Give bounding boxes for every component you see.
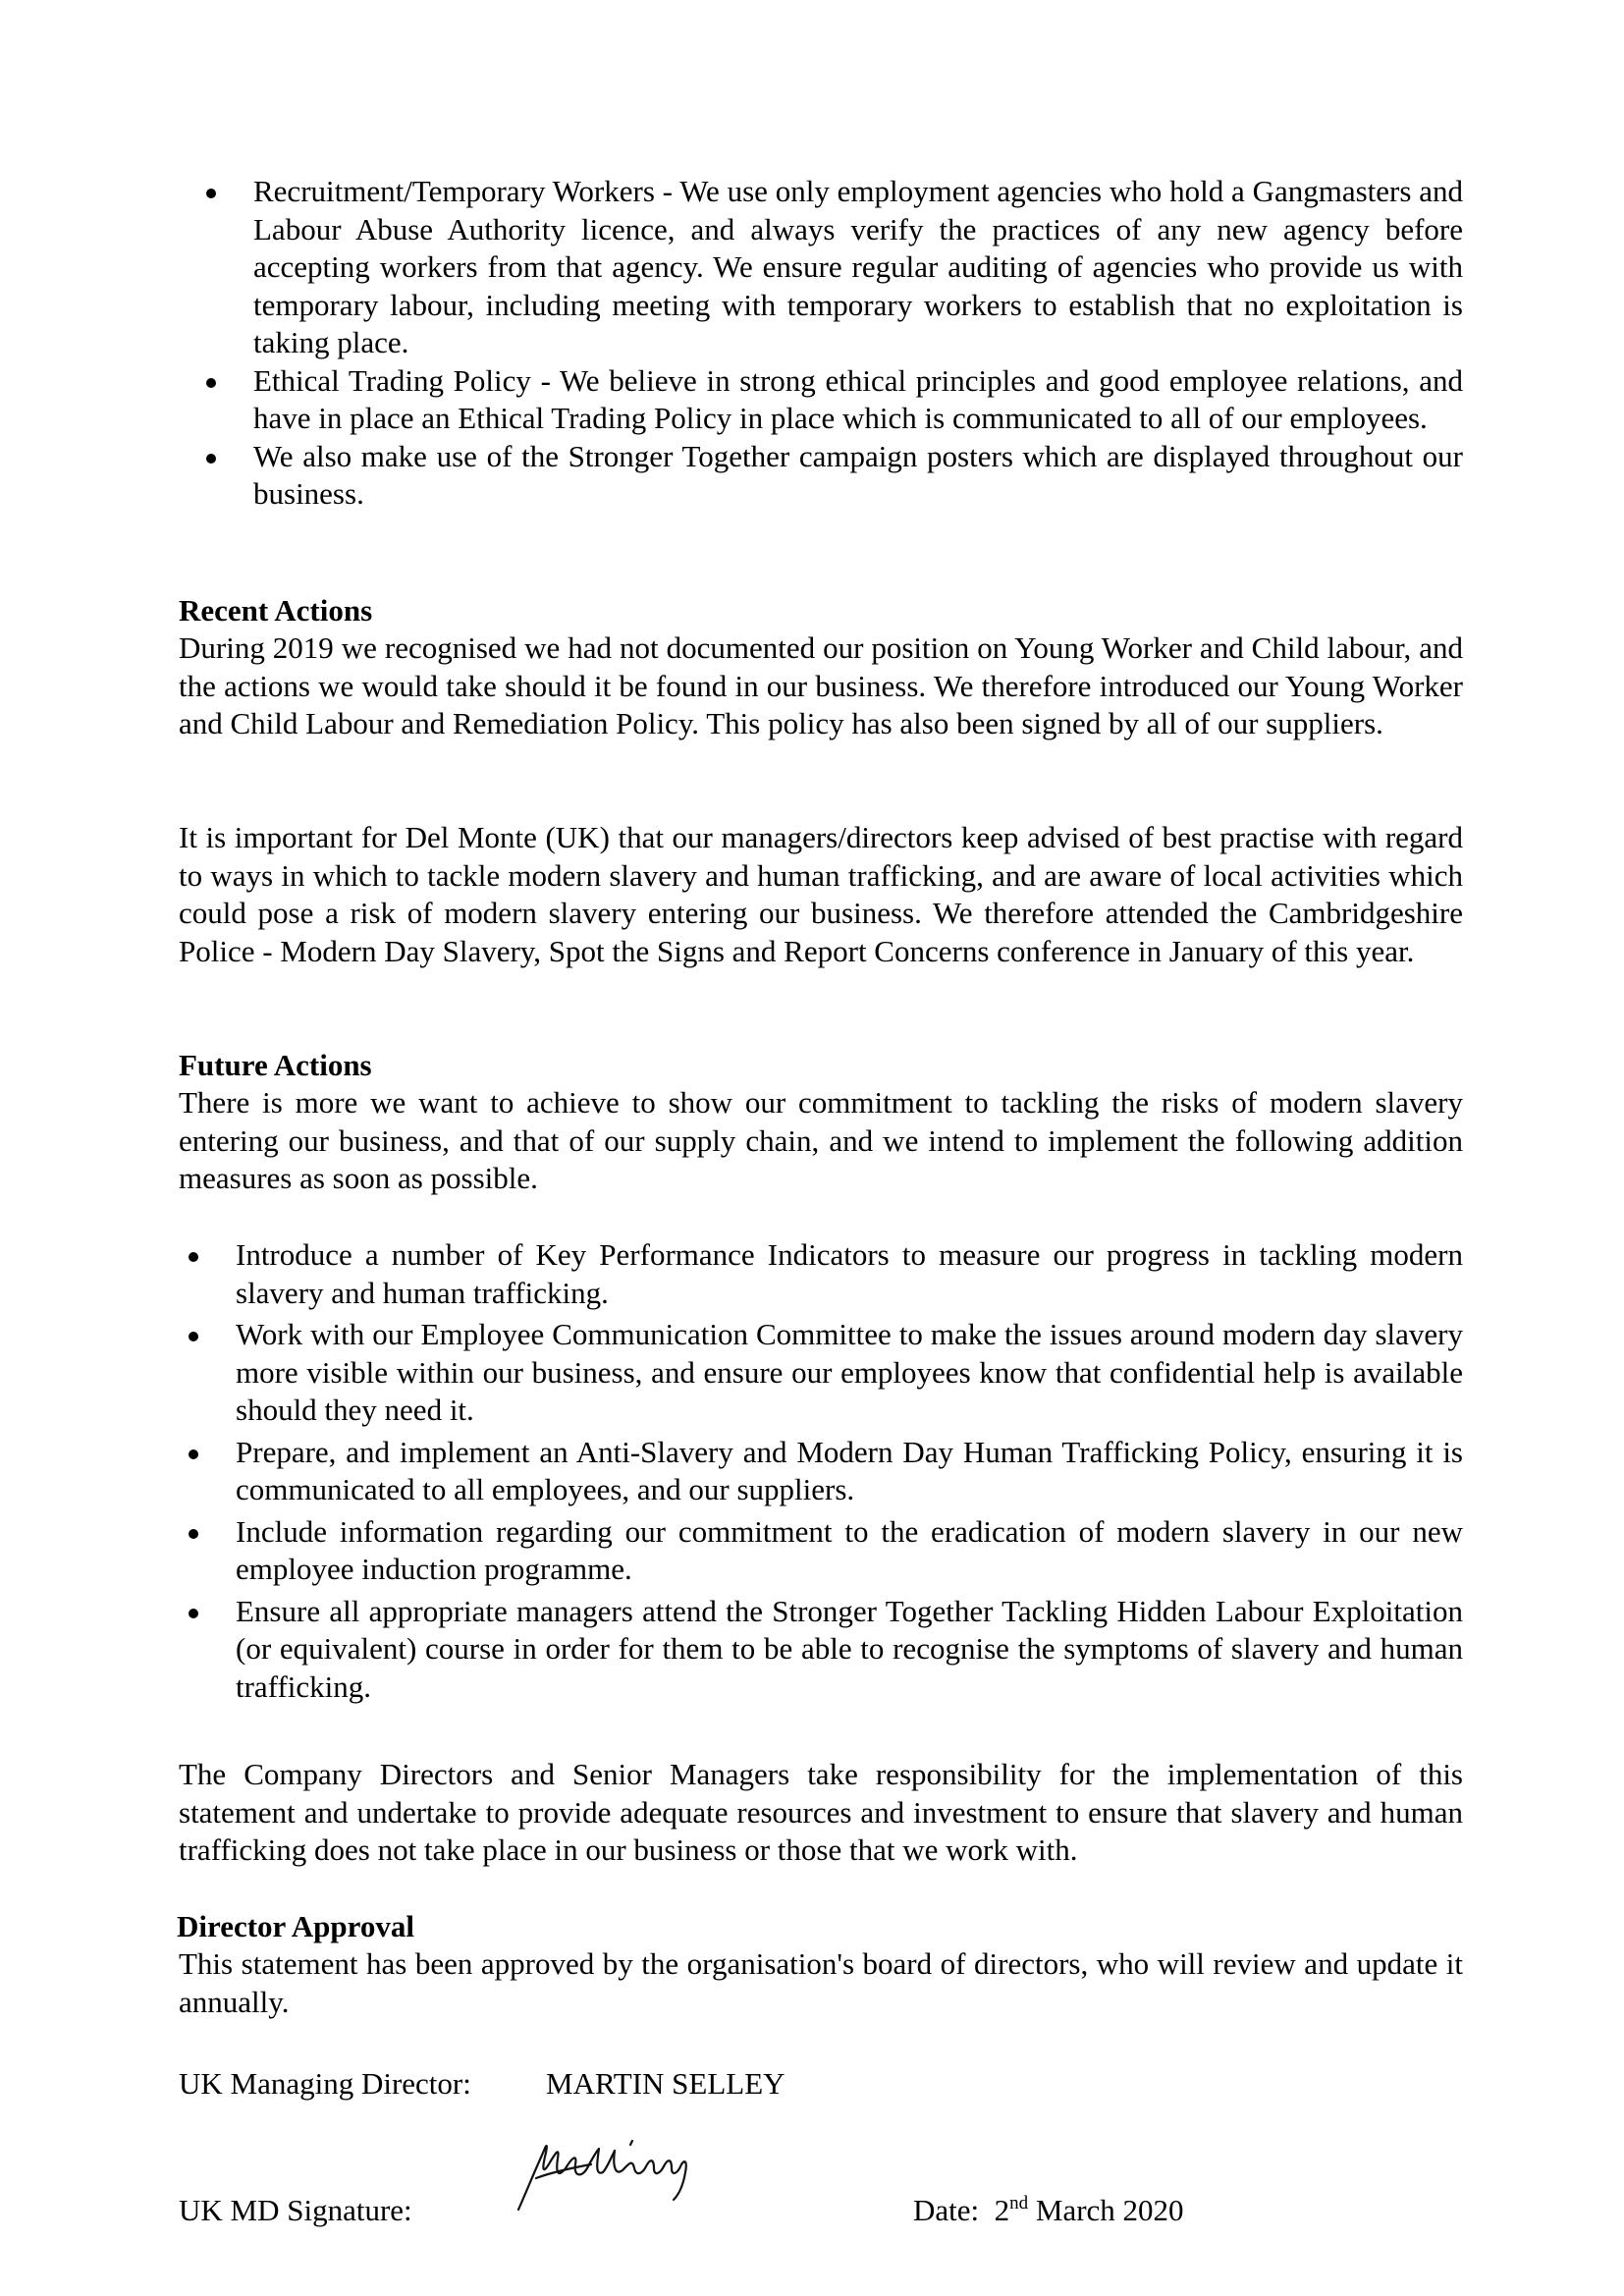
- bullet-text: Ensure all appropriate managers attend the Stronger Together Tackling Hidden Labour Exploitation (or equivalent) course in order for them to be able to recognise the symptoms of slavery and human trafficking.: [236, 1593, 1463, 1704]
- date-day: 2: [994, 2193, 1010, 2227]
- top-bullet-list: [253, 173, 1463, 514]
- md-label: UK Managing Director:: [179, 2066, 471, 2101]
- md-name: MARTIN SELLEY: [546, 2066, 785, 2101]
- bullet-icon: [189, 1449, 198, 1459]
- bullet-icon: [189, 1609, 198, 1618]
- bullet-text: Include information regarding our commitment to the eradication of modern slavery in our new employee induction programme.: [236, 1513, 1463, 1586]
- bullet-text: We also make use of the Stronger Together campaign posters which are displayed throughout our business.: [253, 438, 1463, 511]
- responsibility-paragraph: The Company Directors and Senior Managers take responsibility for the implementation of this statement and undertake to provide adequate resources and investment to ensure that slavery and human trafficking does not take place in our business or those that we work with.: [179, 1757, 1463, 1867]
- date-suffix: nd: [1009, 2193, 1029, 2214]
- bullet-icon: [206, 189, 216, 198]
- list-item: [236, 1434, 1463, 1509]
- signature-mark: [513, 2129, 719, 2215]
- bullet-text: Recruitment/Temporary Workers - We use only employment agencies who hold a Gangmasters and Labour Abuse Authority licence, and always verify the practices of any new agency before accepting workers from that agency. We ensure regular auditing of agencies who provide us with temporary labour, including meeting with temporary workers to establish that no exploitation is taking place.: [253, 174, 1463, 359]
- bullet-icon: [189, 1529, 198, 1539]
- list-item: [253, 362, 1463, 438]
- recent-actions-heading: Recent Actions: [179, 593, 373, 628]
- bullet-icon: [206, 454, 216, 464]
- future-actions-heading: Future Actions: [179, 1048, 372, 1082]
- future-actions-bullet-list: [236, 1236, 1463, 1706]
- date-line: [913, 2192, 1184, 2230]
- bullet-text: Work with our Employee Communication Committee to make the issues around modern day slavery more visible within our business, and ensure our employees know that confidential help is available should they need it.: [236, 1317, 1463, 1427]
- recent-actions-paragraph-2: It is important for Del Monte (UK) that our managers/directors keep advised of best practise with regard to ways in which to tackle modern slavery and human trafficking, and are aware of local activities which could pose a risk of modern slavery entering our business. We therefore attended the Cambridgeshire Police - Modern Day Slavery, Spot the Signs and Report Concerns conference in January of this year.: [179, 820, 1463, 968]
- signature-label: UK MD Signature:: [179, 2193, 412, 2227]
- date-label: Date:: [913, 2193, 980, 2227]
- list-item: [236, 1513, 1463, 1589]
- date-rest: March 2020: [1035, 2193, 1184, 2227]
- bullet-text: Ethical Trading Policy - We believe in strong ethical principles and good employee relations, and have in place an Ethical Trading Policy in place which is communicated to all of our employees.: [253, 362, 1463, 435]
- bullet-icon: [189, 1332, 198, 1341]
- bullet-icon: [206, 378, 216, 388]
- future-actions-intro: There is more we want to achieve to show our commitment to tackling the risks of modern slavery entering our business, and that of our supply chain, and we intend to implement the following addition measures as soon as possible.: [179, 1085, 1463, 1195]
- list-item: [236, 1236, 1463, 1312]
- list-item: [253, 438, 1463, 514]
- bullet-icon: [189, 1252, 198, 1262]
- list-item: [236, 1316, 1463, 1430]
- list-item: [236, 1593, 1463, 1707]
- list-item: [253, 173, 1463, 362]
- recent-actions-paragraph-1: During 2019 we recognised we had not documented our position on Young Worker and Child labour, and the actions we would take should it be found in our business. We therefore introduced our Young Worker and Child Labour and Remediation Policy. This policy has also been signed by all of our suppliers.: [179, 630, 1463, 740]
- bullet-text: Introduce a number of Key Performance Indicators to measure our progress in tackling modern slavery and human trafficking.: [236, 1237, 1463, 1310]
- director-approval-heading: Director Approval: [177, 1909, 414, 1943]
- bullet-text: Prepare, and implement an Anti-Slavery and Modern Day Human Trafficking Policy, ensuring it is communicated to all employees, and our suppliers.: [236, 1434, 1463, 1506]
- director-approval-text: This statement has been approved by the organisation's board of directors, who will review and update it annually.: [179, 1946, 1463, 2019]
